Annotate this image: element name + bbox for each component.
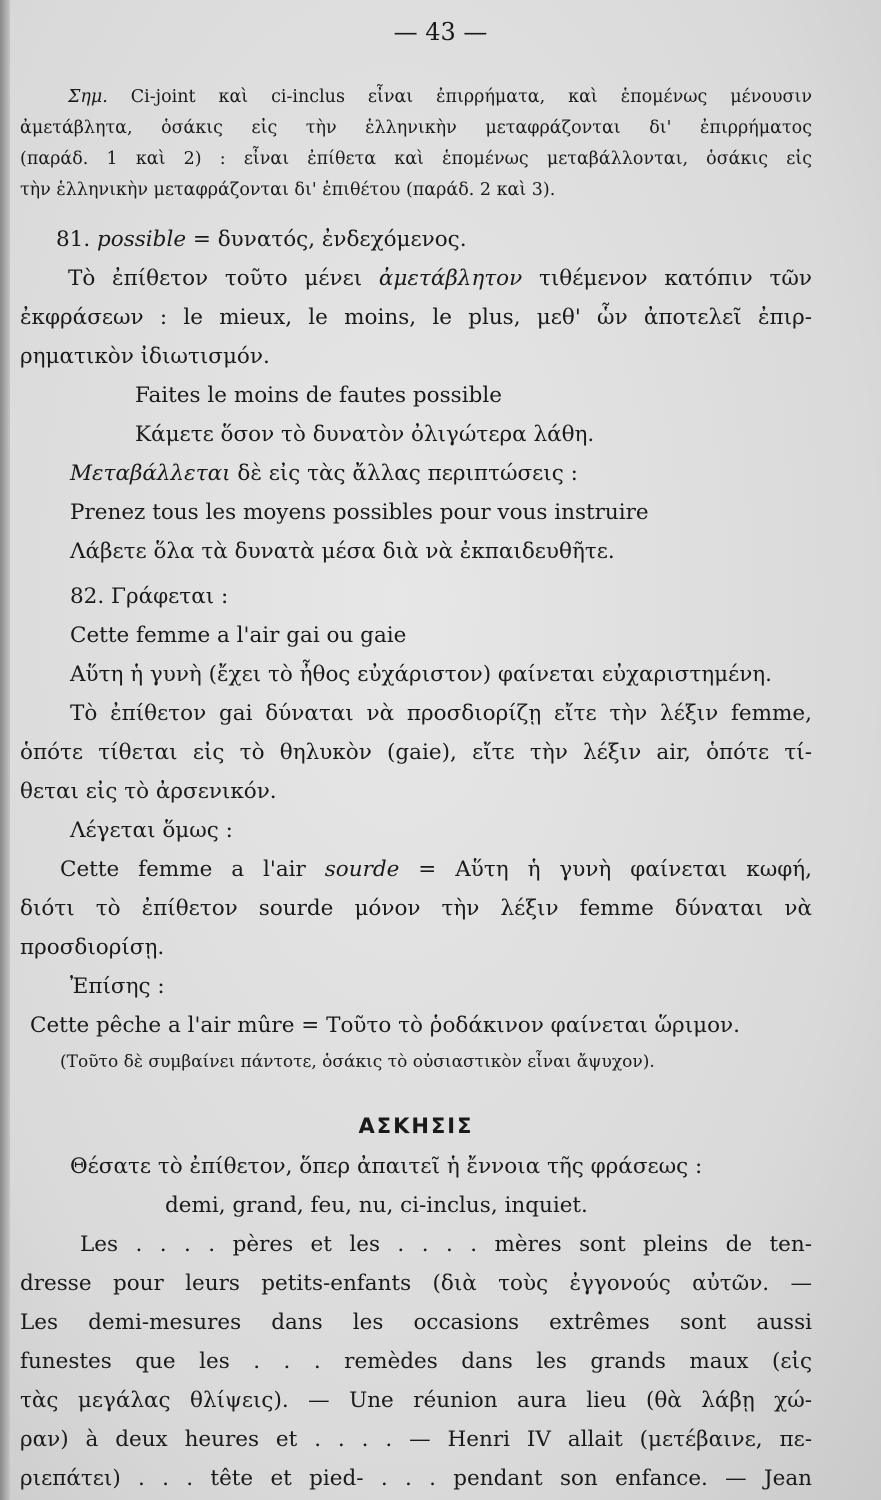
section-82-heading: 82. Γράφεται : bbox=[70, 584, 229, 609]
paragraph-line: Ἐπίσης : bbox=[70, 974, 165, 999]
example-greek: Λάβετε ὅλα τὰ δυνατὰ μέσα διὰ νὰ ἐκπαιδευθῆτε. bbox=[70, 539, 615, 564]
paragraph-line: ἐκφράσεων : le mieux, le moins, le plus, μεθ' ὧν ἀποτελεῖ ἐπιρ- bbox=[20, 305, 812, 330]
example-french: Cette femme a l'air gai ou gaie bbox=[70, 623, 407, 648]
page-content bbox=[20, 82, 812, 1498]
example-french: Faites le moins de fautes possible bbox=[135, 383, 502, 408]
note-label: Σημ. bbox=[68, 87, 108, 107]
exercise-instruction: Θέσατε τὸ ἐπίθετον, ὅπερ ἀπαιτεῖ ἡ ἔννοια τῆς φράσεως : bbox=[70, 1154, 703, 1179]
exercise-line: funestes que les . . . remèdes dans les grands maux (εἰς bbox=[20, 1349, 812, 1374]
exercise-line: ριεπάτει) . . . tête et pied- . . . pendant son enfance. — Jean bbox=[20, 1466, 812, 1491]
keyword-metavalletai: Μεταβάλλεται bbox=[70, 461, 231, 486]
exercise-line: dresse pour leurs petits-enfants (διὰ τοὺς ἐγγονούς αὐτῶν. — bbox=[20, 1271, 812, 1296]
paragraph-line: διότι τὸ ἐπίθετον sourde μόνον τὴν λέξιν femme δύναται νὰ bbox=[20, 896, 812, 921]
note-line-4: τὴν ἑλληνικὴν μεταφράζονται δι' ἐπιθέτου (παράδ. 2 καὶ 3). bbox=[20, 180, 556, 200]
exercise-line: ραν) à deux heures et . . . . — Henri IV allait (μετέβαινε, πε- bbox=[20, 1427, 812, 1452]
note-line-2: ἀμετάβλητα, ὁσάκις εἰς τὴν ἑλληνικὴν μεταφράζονται δι' ἐπιρρήματος bbox=[20, 118, 812, 138]
section-81-heading: 81. possible = δυνατός, ἐνδεχόμενος. bbox=[56, 227, 467, 252]
exercise-line: Les demi-mesures dans les occasions extrêmes sont aussi bbox=[20, 1310, 812, 1335]
paragraph-line: προσδιορίσῃ. bbox=[20, 935, 165, 960]
paragraph-line: Λέγεται ὅμως : bbox=[70, 818, 233, 843]
keyword-possible: possible bbox=[97, 227, 187, 252]
book-spine-shadow bbox=[0, 0, 10, 1500]
paragraph-line: Μεταβάλλεται δὲ εἰς τὰς ἄλλας περιπτώσεις : bbox=[70, 461, 578, 486]
keyword-sourde: sourde bbox=[324, 857, 400, 882]
exercise-word-list: demi, grand, feu, nu, ci-inclus, inquiet. bbox=[165, 1193, 588, 1218]
example-greek: Αὕτη ἡ γυνὴ (ἔχει τὸ ἦθος εὐχάριστον) φαίνεται εὐχαριστημένη. bbox=[70, 662, 772, 687]
note-line-1: Σημ. Ci-joint καὶ ci-inclus εἶναι ἐπιρρήματα, καὶ ἑπομένως μένουσιν bbox=[68, 87, 812, 107]
example-line: Cette pêche a l'air mûre = Τοῦτο τὸ ῥοδάκινον φαίνεται ὥριμον. bbox=[30, 1013, 740, 1038]
paragraph-line: ὁπότε τίθεται εἰς τὸ θηλυκὸν (gaie), εἴτε τὴν λέξιν air, ὁπότε τί- bbox=[20, 740, 812, 765]
exercise-line: τὰς μεγάλας θλίψεις). — Une réunion aura lieu (θὰ λάβῃ χώ- bbox=[20, 1388, 812, 1413]
example-french: Prenez tous les moyens possibles pour vous instruire bbox=[70, 500, 649, 525]
example-line: Cette femme a l'air sourde = Αὕτη ἡ γυνὴ φαίνεται κωφή, bbox=[60, 857, 812, 882]
paragraph-line: ρηματικὸν ἰδιωτισμόν. bbox=[20, 344, 270, 369]
note-line-3: (παράδ. 1 καὶ 2) : εἶναι ἐπίθετα καὶ ἑπομένως μεταβάλλονται, ὁσάκις εἰς bbox=[20, 149, 812, 169]
keyword-ametavlitos: ἀμετάβλητον bbox=[378, 266, 523, 291]
paragraph-line: θεται εἰς τὸ ἀρσενικόν. bbox=[20, 779, 277, 804]
parenthetical-note: (Τοῦτο δὲ συμβαίνει πάντοτε, ὁσάκις τὸ οὐσιαστικὸν εἶναι ἄψυχον). bbox=[60, 1052, 655, 1072]
page-number: — 43 — bbox=[393, 18, 488, 46]
exercise-heading: ΑΣΚΗΣΙΣ bbox=[358, 1114, 474, 1138]
example-greek: Κάμετε ὅσον τὸ δυνατὸν ὀλιγώτερα λάθη. bbox=[135, 422, 595, 447]
paragraph-line: Τὸ ἐπίθετον τοῦτο μένει ἀμετάβλητον τιθέμενον κατόπιν τῶν bbox=[68, 266, 812, 291]
paragraph-line: Τὸ ἐπίθετον gai δύναται νὰ προσδιορίζῃ εἴτε τὴν λέξιν femme, bbox=[70, 701, 812, 726]
exercise-line: Les . . . . pères et les . . . . mères sont pleins de ten- bbox=[80, 1232, 812, 1257]
